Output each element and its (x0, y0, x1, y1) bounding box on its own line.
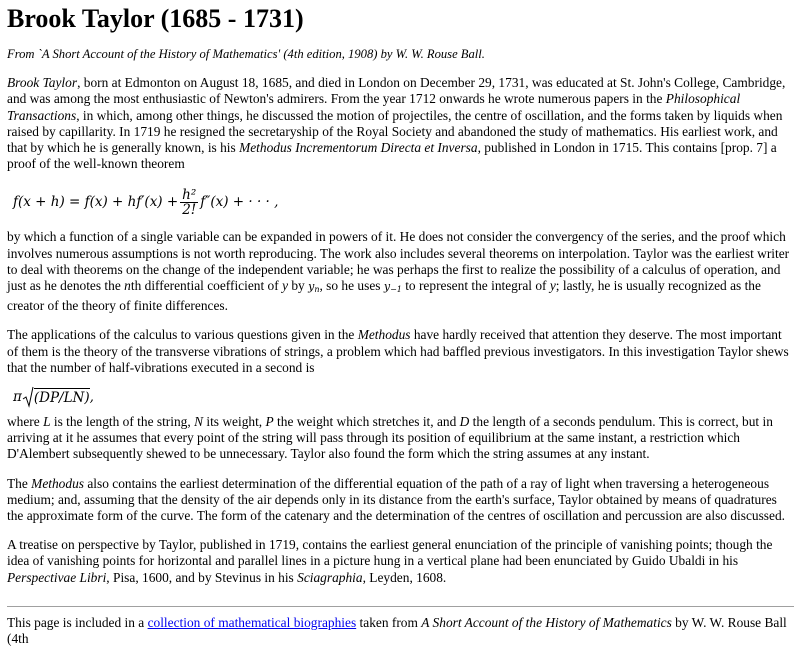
page-title: Brook Taylor (1685 - 1731) (7, 4, 304, 33)
biographies-link[interactable]: collection of mathematical biographies (147, 614, 357, 630)
formula-fraction (180, 188, 198, 217)
paragraph-6-text: , Pisa, 1600, and by Stevinus in his (106, 569, 298, 585)
footer-note (7, 615, 794, 647)
variable-y: y (549, 278, 556, 294)
source-line: From `A Short Account of the History of Mathematics' (4th edition, 1908) by W. W. Rouse Ball. (7, 47, 485, 61)
variable-l: L (43, 414, 51, 430)
variable-y: y (282, 278, 289, 294)
paragraph-2-text: to represent the integral of (401, 278, 550, 294)
book-title: Perspectivae Libri (7, 569, 107, 585)
paragraph-5-text: The (7, 475, 32, 491)
paragraph-1-text: , born at Edmonton on August 18, 1685, and died in London on December 29, 1731, was educated at St. John's College, Cambridge, and was among the most enthusiastic of Newton's admirers. From the year 1712 onwards he wrote numerous papers in the (7, 75, 786, 107)
fraction-denominator: 2! (182, 201, 197, 218)
symbol-subscript: n (314, 285, 320, 295)
book-title: Sciagraphia (297, 569, 363, 585)
paragraph-3-text: have hardly received that attention they deserve. The most important of them is the theory of the transverse vibrations of strings, a problem which had baffled previous investigators. In this investigation Taylor shews that the number of half-vibrations executed in a second is (7, 327, 789, 375)
formula-pi: π (13, 388, 22, 405)
square-root-sign (22, 386, 34, 408)
symbol-base: y (308, 280, 315, 294)
formula-comma: , (89, 388, 94, 405)
variable-p: P (265, 414, 274, 430)
paragraph-2-text: , so he uses (319, 278, 384, 294)
book-title: A Short Account of the History of Mathematics (421, 614, 672, 630)
paragraph-1 (7, 75, 794, 172)
paragraph-1-text: , in which, among other things, he discussed the motion of projectiles, the centre of oscillation, and the forms taken by liquids when raised by capillarity. In 1719 he resigned the secretaryship of the Royal Society and abandoned the study of mathematics. His earliest work, and that by which he is generally known, is his (7, 107, 783, 156)
paragraph-2-text: by which a function of a single variable can be expanded in powers of it. He does not consider the convergency of the series, and the proof which involves numerous assumptions is not worth reproducing. The work also includes several theorems on interpolation. Taylor was the earliest writer to deal with theorems on the change of the independent variable; he was perhaps the first to realize the possibility of a calculus of operation, and just as he denotes the (7, 229, 790, 294)
paragraph-4-text: the length of a seconds pendulum. This is correct, but in arriving at it he assumes that every point of the string will pass through its position of equilibrium at the same instant, a restriction which D'Alembert subsequently shewed to be unnecessary. Taylor also found the form which the string assumes at any instant. (7, 414, 773, 462)
footer-text: taken from (356, 614, 422, 630)
paragraph-2-text: ; lastly, he is usually recognized as the creator of the theory of finite differences. (7, 278, 761, 314)
subject-name: Brook Taylor (7, 75, 78, 91)
paragraph-5-text: also contains the earliest determination of the differential equation of the path of a ray of light when traversing a heterogeneous medium; and, assuming that the density of the air depends only in its distance from the earth's surface, Taylor obtained by means of quadratures the approximate form of the curve. The form of the catenary and the determination of the centres of oscillation and percussion are also discussed. (7, 475, 785, 524)
symbol-base: y (383, 280, 391, 294)
paragraph-4-text: its weight, (203, 414, 266, 430)
symbol-y-minus-1 (384, 280, 402, 293)
paragraph-4-text: where (7, 414, 44, 430)
paragraph-6 (7, 537, 794, 586)
symbol-subscript: −1 (390, 285, 402, 295)
paragraph-4-text: is the length of the string, (50, 414, 195, 430)
footer-text: This page is included in a (7, 614, 148, 630)
variable-n: n (124, 278, 131, 294)
divider (7, 606, 794, 607)
paragraph-1-text: , published in London in 1715. This contains [prop. 7] a proof of the well-known theorem (7, 140, 777, 172)
book-title: Methodus (31, 475, 84, 491)
formula-radicand: (DP/LN) (33, 389, 90, 406)
vibration-formula (7, 380, 794, 414)
paragraph-2 (7, 229, 794, 314)
paragraph-6-text: A treatise on perspective by Taylor, published in 1719, contains the earliest general enunciation of the principle of vanishing points; though the idea of vanishing points for horizontal and parallel lines in a picture hung in a vertical plane had been enunciated by Guido Ubaldi in his (7, 537, 773, 569)
footer-text: by W. W. Rouse Ball (4th (7, 614, 787, 647)
paragraph-4-text: the weight which stretches it, and (273, 414, 460, 430)
taylor-series-formula (7, 175, 794, 229)
book-title: Methodus Incrementorum Directa et Inversa (239, 140, 478, 156)
formula-lhs: f(x + h) = f(x) + hf′(x) + (13, 194, 179, 211)
page (0, 2, 800, 647)
paragraph-3-text: The applications of the calculus to various questions given in the (7, 327, 358, 343)
variable-n: N (194, 414, 204, 430)
paragraph-2-text: by (288, 278, 309, 294)
paragraph-3 (7, 327, 794, 376)
fraction-numerator: h² (182, 186, 197, 203)
book-title: Methodus (357, 327, 411, 343)
paragraph-2-text: th differential coefficient of (130, 278, 283, 294)
paragraph-6-text: , Leyden, 1608. (362, 569, 447, 585)
paragraph-4 (7, 414, 794, 463)
variable-d: D (459, 414, 470, 430)
journal-title: Philosophical Transactions (7, 91, 741, 123)
paragraph-5 (7, 476, 794, 525)
formula-rhs: f″(x) + · · · , (200, 194, 279, 211)
symbol-y-n (308, 280, 319, 293)
